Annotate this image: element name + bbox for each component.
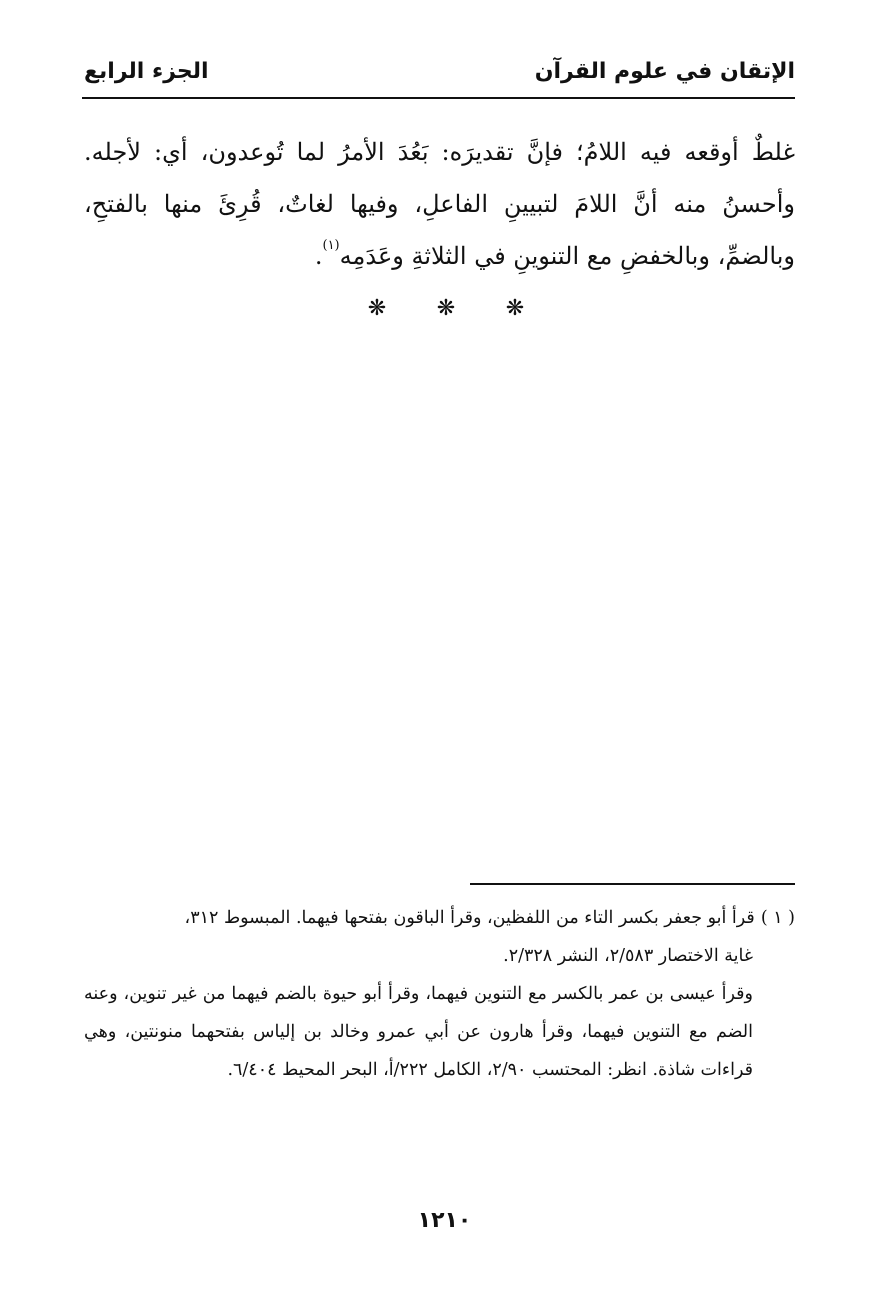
volume-label: الجزء الرابع xyxy=(84,59,209,84)
header-rule xyxy=(82,97,795,99)
main-text xyxy=(84,126,795,282)
footnote-paragraph: وقرأ عيسى بن عمر بالكسر مع التنوين فيهما، وقرأ أبو حيوة بالضم فيهما من غير تنوين، وعنه الضم مع التنوين فيهما، وقرأ هارون عن أبي عمرو وخالد بن إلياس بفتحهما منونتين، وهي قراءات شاذة. انظر: المحتسب ٢/٩٠، الكامل ٢٢٢/أ، البحر المحيط ٦/٤٠٤. xyxy=(84,984,753,1080)
footnote-rule xyxy=(470,883,795,885)
book-title: الإتقان في علوم القرآن xyxy=(534,59,795,84)
footnote-line: قرأ أبو جعفر بكسر التاء من اللفظين، وقرأ الباقون بفتحها فيهما. المبسوط ٣١٢، xyxy=(184,908,755,928)
footnote-marker: ( ١ ) xyxy=(760,908,795,928)
page-number: ١٢١٠ xyxy=(417,1208,472,1233)
separator-star: ❋ xyxy=(436,296,456,321)
separator-star: ❋ xyxy=(505,296,525,321)
page-header xyxy=(84,52,795,94)
separator-star: ❋ xyxy=(367,296,387,321)
main-paragraph xyxy=(84,126,795,282)
footnote-1 xyxy=(84,899,795,937)
footnotes xyxy=(84,899,795,1089)
section-separator xyxy=(366,298,526,320)
footnote-reference[interactable]: (١) xyxy=(322,238,340,253)
paragraph-text: غلطٌ أوقعه فيه اللامُ؛ فإنَّ تقديرَه: بَعُدَ الأمرُ لما تُوعدون، أي: لأجله. وأحسنُ منه أنَّ اللامَ لتبيينِ الفاعلِ، وفيها لغاتٌ، قُرِئَ منها بالفتحِ، وبالضمِّ، وبالخفضِ مع التنوينِ في الثلاثةِ وعَدَمِه xyxy=(84,138,796,270)
paragraph-end: . xyxy=(314,242,323,270)
footnote-continuation: غاية الاختصار ٢/٥٨٣، النشر ٢/٣٢٨. xyxy=(503,946,753,966)
